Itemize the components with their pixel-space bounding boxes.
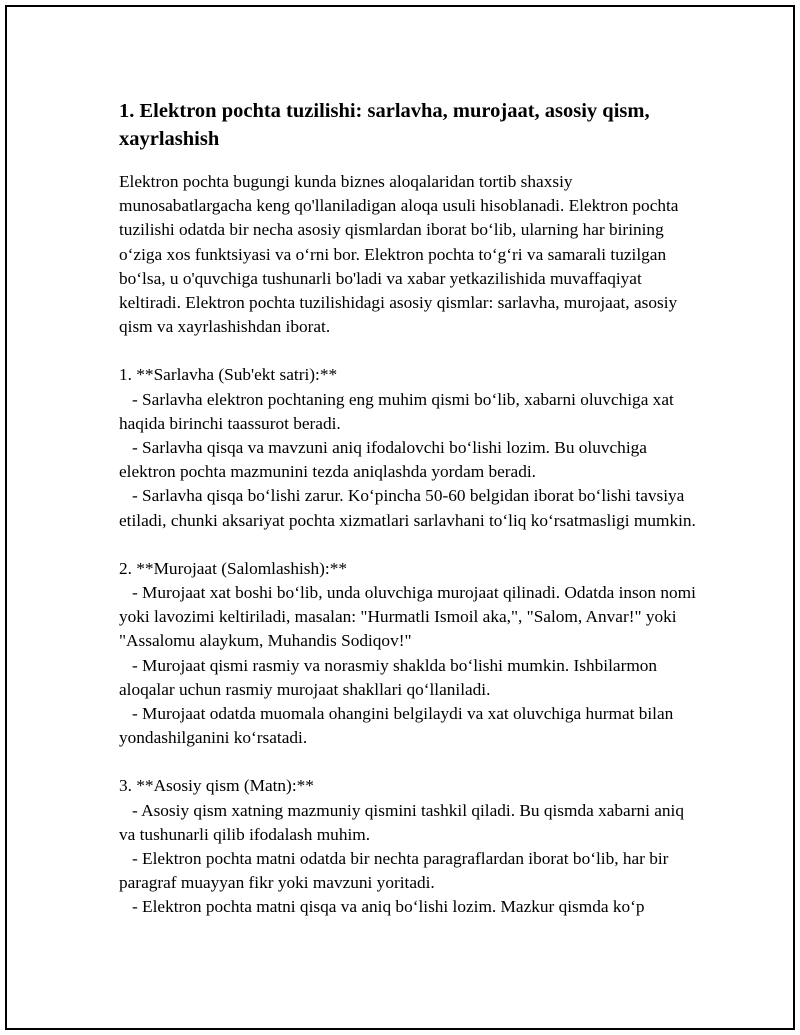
section-heading: 1. **Sarlavha (Sub'ekt satri):** (119, 365, 338, 385)
intro-paragraph: Elektron pochta bugungi kunda biznes aloqalaridan tortib shaxsiy munosabatlargacha keng qo'llaniladigan aloqa usuli hisoblanadi. Elektron pochta tuzilishi odatda bir necha asosiy qismlardan iborat bo‘lib, ularning har birining o‘ziga xos funktsiyasi va o‘rni bor. Elektron pochta to‘g‘ri va samarali tuzilgan bo‘lsa, u o'quvchiga tushunarli bo'ladi va xabar yetkazilishida muvaffaqiyat keltiradi. Elektron pochta tuzilishidagi asosiy qismlar: sarlavha, murojaat, asosiy qism va xayrlashishdan iborat. (119, 172, 683, 337)
section-sarlavha (119, 363, 699, 532)
section-point: - Asosiy qism xatning mazmuniy qismini tashkil qiladi. Bu qismda xabarni aniq va tushunarli qilib ifodalash muhim. (119, 800, 689, 844)
section-point: - Sarlavha qisqa va mavzuni aniq ifodalovchi bo‘lishi lozim. Bu oluvchiga elektron pochta mazmunini tezda aniqlashda yordam beradi. (119, 438, 652, 482)
section-point: - Sarlavha qisqa bo‘lishi zarur. Ko‘pincha 50-60 belgidan iborat bo‘lishi tavsiya etiladi, chunki aksariyat pochta xizmatlari sarlavhani to‘liq ko‘rsatmasligi mumkin. (119, 486, 696, 530)
section-point: - Murojaat qismi rasmiy va norasmiy shaklda bo‘lishi mumkin. Ishbilarmon aloqalar uchun rasmiy murojaat shakllari qo‘llaniladi. (119, 655, 662, 699)
section-heading: 2. **Murojaat (Salomlashish):** (119, 558, 347, 578)
section-point: - Murojaat xat boshi bo‘lib, unda oluvchiga murojaat qilinadi. Odatda inson nomi yoki lavozimi keltiriladi, masalan: "Hurmatli Ismoil aka,", "Salom, Anvar!" yoki "Assalomu alaykum, Muhandis Sodiqov!" (119, 583, 701, 651)
section-murojaat (119, 557, 699, 751)
section-point: - Elektron pochta matni qisqa va aniq bo‘lishi lozim. Mazkur qismda ko‘p (119, 897, 645, 917)
document-title: 1. Elektron pochta tuzilishi: sarlavha, murojaat, asosiy qism, xayrlashish (119, 100, 650, 150)
section-point: - Sarlavha elektron pochtaning eng muhim qismi bo‘lib, xabarni oluvchiga xat haqida birinchi taassurot beradi. (119, 389, 679, 433)
section-asosiy-qism (119, 774, 699, 919)
document-page (5, 5, 795, 1030)
document-content (119, 97, 699, 920)
section-heading: 3. **Asosiy qism (Matn):** (119, 776, 314, 796)
section-point: - Elektron pochta matni odatda bir nechta paragraflardan iborat bo‘lib, har bir paragraf muayyan fikr yoki mavzuni yoritadi. (119, 849, 673, 893)
section-point: - Murojaat odatda muomala ohangini belgilaydi va xat oluvchiga hurmat bilan yondashilganini ko‘rsatadi. (119, 704, 678, 748)
